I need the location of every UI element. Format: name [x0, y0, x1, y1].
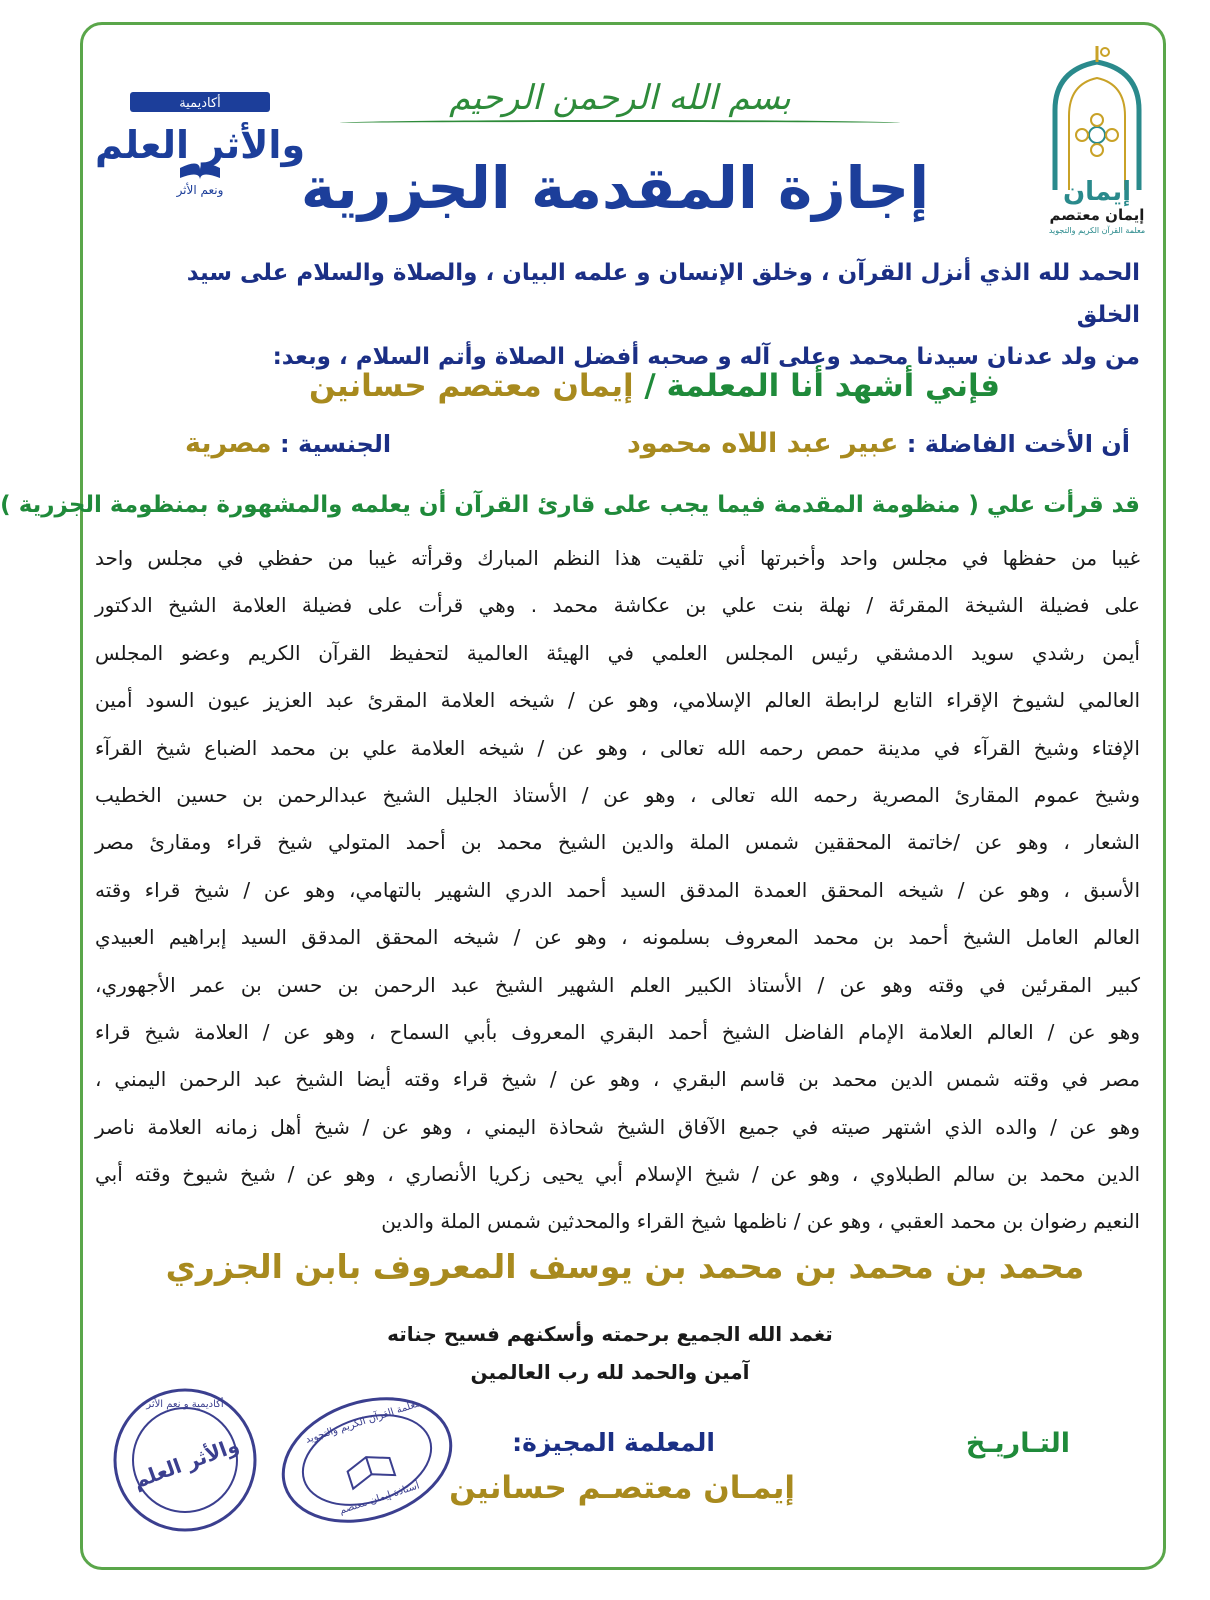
stamp-teacher-bottom: أستاذة إيمان معتصم: [338, 1480, 421, 1517]
academy-stamp: [110, 1385, 260, 1535]
chain-line: العالمي لشيوخ الإقراء التابع لرابطة العالم الإسلامي، وهو عن / شيخه العلامة المقرئ عبد العزيز عيون السود أمين: [95, 688, 1140, 713]
chain-line: الإفتاء وشيخ القرآء في مدينة حمص رحمه الله تعالى ، وهو عن / شيخه العلامة علي بن محمد الضباع شيخ القرآء: [95, 735, 1140, 760]
nationality-value: مصرية: [185, 428, 272, 459]
stamp-teacher-top: معلمة القرآن الكريم والتجويد: [304, 1398, 422, 1446]
chain-line: أيمن رشدي سويد الدمشقي رئيس المجلس العلمي في الهيئة العالمية لتحفيظ القرآن الكريم وعضو المجلس: [95, 640, 1140, 665]
author-name: محمد بن محمد بن محمد بن يوسف المعروف بابن الجزري: [165, 1247, 1085, 1286]
logo-main-text: إيمان: [1062, 177, 1132, 207]
logo-subtitle-text: معلمة القرآن الكريم والتجويد: [1048, 226, 1146, 235]
logo-academy-main: والأثر العلم: [94, 123, 306, 167]
student-label: أن الأخت الفاضلة :: [906, 430, 1130, 458]
teacher-stamp: [275, 1395, 460, 1525]
logo-name-text: إيمان معتصم: [1049, 206, 1145, 224]
chain-line: الشعار ، وهو عن /خاتمة المحققين شمس الملة والدين الشيخ محمد بن أحمد المتولي شيخ قراء ومقارئ مصر: [95, 830, 1140, 855]
date-label: التـاريـخ: [965, 1428, 1070, 1459]
chain-line: الأسبق ، وهو عن / شيخه المحقق العمدة المدقق السيد أحمد الدري الشهير بالتهامي، وهو عن / شيخ قراء وقته: [95, 877, 1140, 902]
testimony-prefix: فإني أشهد أنا المعلمة /: [644, 368, 1000, 404]
signature-name: إيمـان معتصـم حسانين: [449, 1470, 795, 1506]
chain-line: غيبا من حفظها في مجلس واحد وأخبرتها أني تلقيت هذا النظم المبارك وقرأته غيبا من حفظي في مجلس واحد: [95, 546, 1140, 570]
teacher-logo: [1025, 40, 1170, 235]
logo-academy-bottom: ونعم الأثر: [176, 183, 224, 197]
student-line: [100, 428, 1130, 474]
teacher-name: إيمان معتصم حسانين: [308, 368, 634, 404]
intro-paragraph: [130, 252, 1140, 378]
chain-line: على فضيلة الشيخة المقرئة / نهلة بنت علي بن عكاشة محمد . وهي قرأت على فضيلة العلامة الشيخ الدكتور: [95, 593, 1140, 618]
page-title: إجازة المقدمة الجزرية: [300, 154, 930, 222]
stamp-academy-top: أكاديمية و نعم الأثر: [146, 1399, 224, 1410]
testimony-line: [309, 362, 1000, 410]
chain-line: وهو عن / والده الذي اشتهر صيته في جميع الآفاق الشيخ شحاذة اليمني ، وهو عن / شيخ أهل زمانه العلامة ناصر: [95, 1114, 1140, 1139]
signature-label: المعلمة المجيزة:: [512, 1428, 715, 1457]
book-icon: [345, 1450, 395, 1488]
intro-line-1: الحمد لله الذي أنزل القرآن ، وخلق الإنسان و علمه البيان ، والصلاة والسلام على سيد الخلق: [186, 260, 1140, 328]
student-name: عبير عبد اللاه محمود: [626, 428, 899, 459]
chain-line: مصر في وقته شمس الدين محمد بن قاسم البقري ، وهو عن / شيخ قراء وقته أيضا الشيخ عبد الرحمن اليمني ،: [95, 1067, 1140, 1092]
intro-line-2: من ولد عدنان سيدنا محمد وعلى آله و صحبه أفضل الصلاة وأتم السلام ، وبعد:: [272, 344, 1140, 370]
chain-line: النعيم رضوان بن محمد العقبي ، وهو عن / ناظمها شيخ القراء والمحدثين شمس الملة والدين: [381, 1209, 1140, 1234]
read-line: قد قرأت علي ( منظومة المقدمة فيما يجب على قارئ القرآن أن يعلمه والمشهورة بمنظومة الجزرية ): [0, 492, 1140, 518]
nationality-label: الجنسية :: [280, 430, 392, 458]
prayer-line-2: آمين والحمد لله رب العالمين: [470, 1360, 750, 1384]
chain-line: الدين محمد بن سالم الطبلاوي ، وهو عن / شيخ الإسلام أبي يحيى زكريا الأنصاري ، وهو عن / شيخ شيوخ وقته أبي: [95, 1162, 1140, 1187]
basmala-text: بسم الله الرحمن الرحيم: [449, 78, 791, 118]
chain-of-narration: [95, 535, 1140, 1246]
chain-line: وشيخ عموم المقارئ المصرية رحمه الله تعالى ، وهو عن / الأستاذ الجليل الشيخ عبدالرحمن بن حسين الخطيب: [95, 782, 1140, 807]
flower-ornament-icon: [1076, 114, 1118, 156]
basmala-calligraphy: [340, 58, 900, 138]
chain-line: العالم العامل الشيخ أحمد بن محمد المعروف بسلمونه ، وهو عن / شيخه المحقق المدقق السيد إبراهيم العبيدي: [95, 925, 1140, 950]
closing-prayer: [340, 1315, 880, 1391]
academy-logo: [94, 70, 306, 200]
chain-line: وهو عن / العالم العلامة الإمام الفاضل الشيخ أحمد البقري المعروف بأبي السماح ، وهو عن / العلامة شيخ قراء: [95, 1019, 1140, 1044]
stamp-academy-main: والأثر العلم: [129, 1432, 243, 1494]
basmala-flourish: [340, 120, 900, 126]
prayer-line-1: تغمد الله الجميع برحمته وأسكنهم فسيح جناته: [387, 1322, 833, 1346]
chain-line: كبير المقرئين في وقته وهو عن / الأستاذ الكبير العلم الشهير الشيخ عبد الرحمن بن حسن بن عمر الأجهوري،: [95, 972, 1140, 997]
logo-academy-top: أكاديمية: [179, 96, 221, 111]
